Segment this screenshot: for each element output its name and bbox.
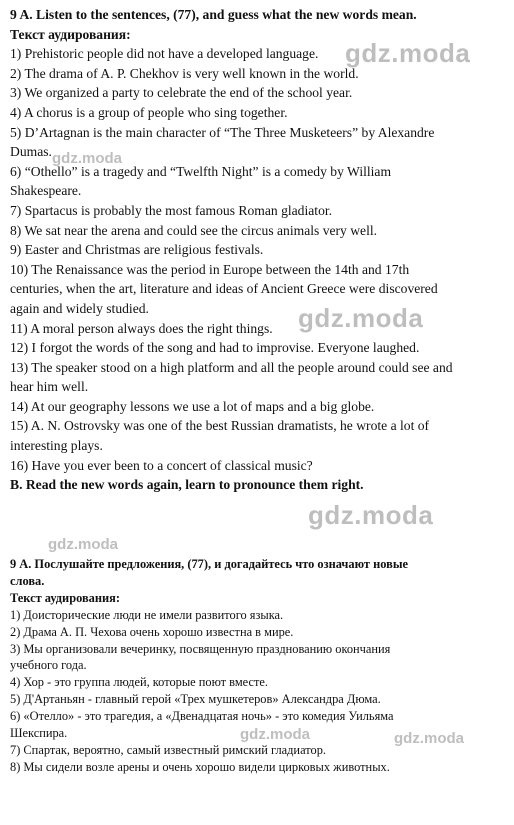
sentence-line: 13) The speaker stood on a high platform and all the people around could see and bbox=[10, 359, 453, 375]
sentence-line-ru: 8) Мы сидели возле арены и очень хорошо видели цирковых животных. bbox=[10, 759, 390, 774]
sentence-line: 9) Easter and Christmas are religious festivals. bbox=[10, 242, 264, 258]
sentence-line: 5) D’Artagnan is the main character of “The Three Musketeers” by Alexandre bbox=[10, 124, 435, 140]
sentence-line: hear him well. bbox=[10, 379, 89, 395]
sentence-line-ru: учебного года. bbox=[10, 658, 87, 673]
sentence-line-ru: 7) Спартак, вероятно, самый известный римский гладиатор. bbox=[10, 742, 326, 757]
sentence-line-ru: 4) Хор - это группа людей, которые поют вместе. bbox=[10, 675, 268, 690]
watermark: gdz.moda bbox=[345, 38, 471, 68]
sentence-line: 11) A moral person always does the right things. bbox=[10, 320, 273, 336]
sentence-line-ru: Шекспира. bbox=[10, 726, 68, 741]
sentence-line: 3) We organized a party to celebrate the end of the school year. bbox=[10, 85, 353, 101]
sentence-line-ru: 6) «Отелло» - это трагедия, а «Двенадцатая ночь» - это комедия Уильяма bbox=[10, 709, 394, 724]
sentence-line: 8) We sat near the arena and could see the circus animals very well. bbox=[10, 222, 378, 238]
watermark: gdz.moda bbox=[308, 500, 434, 530]
sentence-line: 15) A. N. Ostrovsky was one of the best Russian dramatists, he wrote a lot of bbox=[10, 418, 430, 434]
russian-heading-continued: слова. bbox=[10, 573, 45, 588]
sentence-line: 7) Spartacus is probably the most famous Roman gladiator. bbox=[10, 202, 333, 218]
russian-transcript-label: Текст аудирования: bbox=[10, 590, 120, 605]
sentence-line: 12) I forgot the words of the song and had to improvise. Everyone laughed. bbox=[10, 340, 420, 356]
sentence-line: 2) The drama of A. P. Chekhov is very well known in the world. bbox=[10, 65, 359, 81]
sentence-line-ru: 2) Драма А. П. Чехова очень хорошо известна в мире. bbox=[10, 624, 294, 639]
watermark: gdz.moda bbox=[298, 303, 424, 333]
task-b-instruction: B. Read the new words again, learn to pronounce them right. bbox=[10, 477, 364, 493]
russian-heading: 9 А. Послушайте предложения, (77), и догадайтесь что означают новые bbox=[10, 557, 408, 571]
sentence-line: 10) The Renaissance was the period in Europe between the 14th and 17th bbox=[10, 261, 410, 277]
sentence-line: centuries, when the art, literature and ideas of Ancient Greece were discovered bbox=[10, 281, 438, 297]
sentence-line: 4) A chorus is a group of people who sing together. bbox=[10, 104, 288, 120]
sentence-line: interesting plays. bbox=[10, 438, 103, 454]
sentence-line: Shakespeare. bbox=[10, 183, 82, 199]
sentence-line-ru: 3) Мы организовали вечеринку, посвященную празднованию окончания bbox=[10, 641, 391, 656]
watermark: gdz.moda bbox=[52, 150, 122, 167]
sentence-line: 14) At our geography lessons we use a lot of maps and a big globe. bbox=[10, 398, 375, 414]
sentence-line-ru: 5) Д'Артаньян - главный герой «Трех мушкетеров» Александра Дюма. bbox=[10, 692, 381, 707]
sentence-line: Dumas. bbox=[10, 144, 52, 160]
sentence-line: 1) Prehistoric people did not have a developed language. bbox=[10, 46, 319, 62]
sentence-line: again and widely studied. bbox=[10, 300, 149, 316]
sentence-line: 6) “Othello” is a tragedy and “Twelfth Night” is a comedy by William bbox=[10, 163, 392, 179]
watermark: gdz.moda bbox=[240, 726, 310, 743]
watermark: gdz.moda bbox=[48, 536, 118, 553]
english-transcript-label: Текст аудирования: bbox=[10, 26, 131, 42]
watermark: gdz.moda bbox=[394, 730, 464, 747]
english-heading: 9 A. Listen to the sentences, (77), and guess what the new words mean. bbox=[10, 7, 417, 22]
english-section bbox=[10, 5, 504, 495]
sentence-line-ru: 1) Доисторические люди не имели развитого языка. bbox=[10, 607, 284, 622]
sentence-line: 16) Have you ever been to a concert of classical music? bbox=[10, 457, 313, 473]
